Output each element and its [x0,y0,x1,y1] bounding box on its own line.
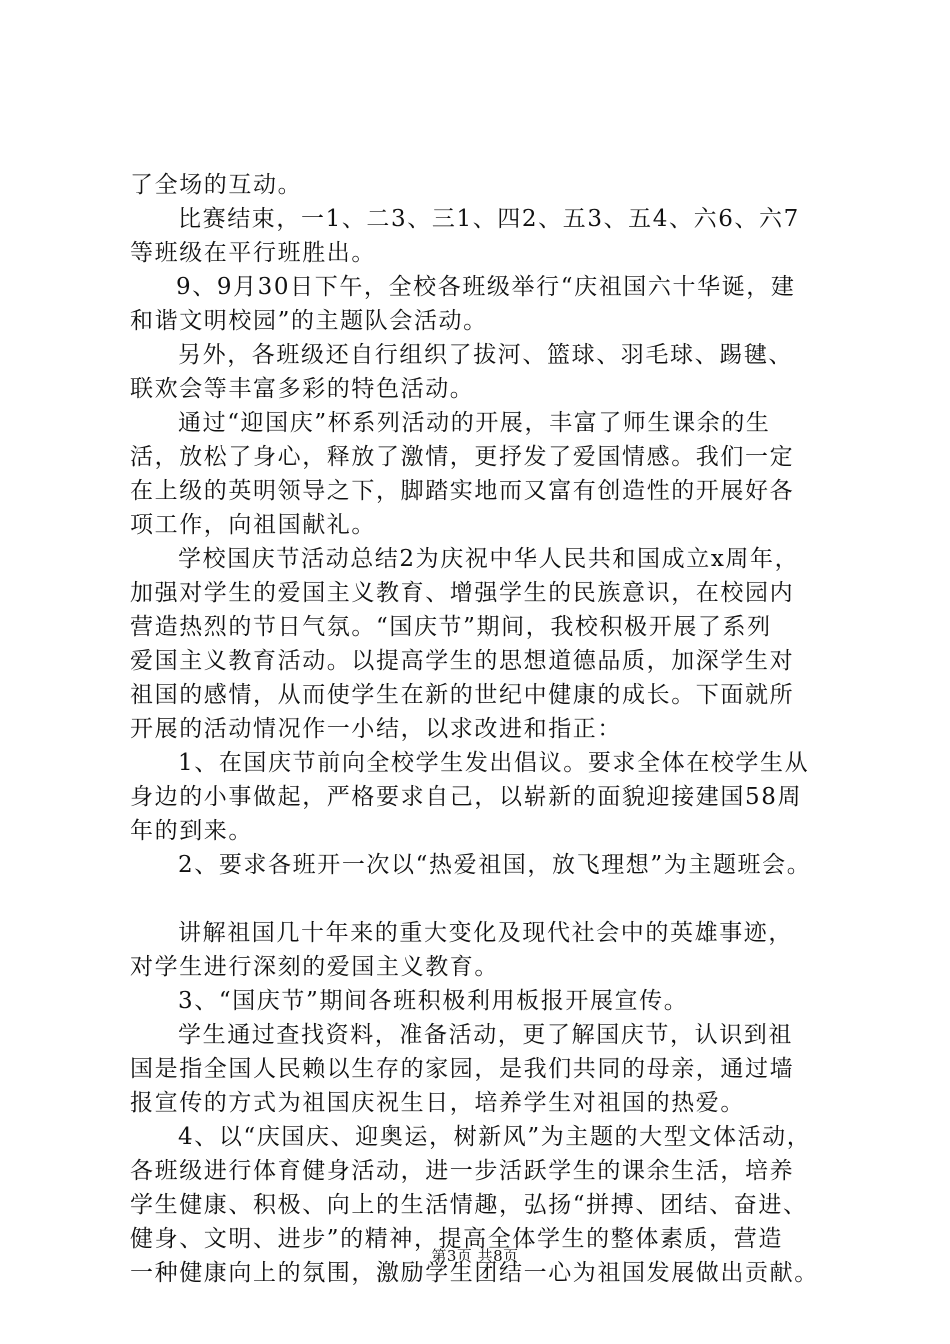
text-line: 项工作，向祖国献礼。 [130,512,376,538]
text-line: 联欢会等丰富多彩的特色活动。 [130,376,475,402]
text-line: 2、要求各班开一次以“热爱祖国，放飞理想”为主题班会。 [178,852,812,878]
document-body [130,168,850,1290]
text-line: 身边的小事做起，严格要求自己，以崭新的面貌迎接建国58周 [130,784,803,810]
text-line: 学校国庆节活动总结2为庆祝中华人民共和国成立x周年， [178,546,800,572]
text-line: 开展的活动情况作一小结，以求改进和指正： [130,716,622,742]
text-line: 了全场的互动。 [130,172,303,198]
text-line: 祖国的感情，从而使学生在新的世纪中健康的成长。下面就所 [130,682,795,708]
page-number-footer: 第3页 共8页 [431,1247,519,1265]
text-line: 健身、文明、进步”的精神，提高全体学生的整体素质，营造 [130,1226,783,1252]
text-line: 3、“国庆节”期间各班积极利用板报开展宣传。 [178,988,689,1014]
text-line: 学生健康、积极、向上的生活情趣，弘扬“拼搏、团结、奋进、 [130,1192,808,1218]
text-line: 和谐文明校园”的主题队会活动。 [130,308,488,334]
text-line: 另外，各班级还自行组织了拔河、篮球、羽毛球、踢毽、 [178,342,793,368]
text-line: 一种健康向上的氛围，激励学生团结一心为祖国发展做出贡献。 [130,1260,819,1286]
text-line: 爱国主义教育活动。以提高学生的思想道德品质，加深学生对 [130,648,795,674]
text-line: 报宣传的方式为祖国庆祝生日，培养学生对祖国的热爱。 [130,1090,745,1116]
text-line: 各班级进行体育健身活动，进一步活跃学生的课余生活，培养 [130,1158,795,1184]
text-line: 通过“迎国庆”杯系列活动的开展，丰富了师生课余的生 [178,410,771,436]
text-line: 4、以“庆国庆、迎奥运，树新风”为主题的大型文体活动， [178,1124,812,1150]
text-line: 讲解祖国几十年来的重大变化及现代社会中的英雄事迹， [178,920,793,946]
text-line: 年的到来。 [130,818,253,844]
text-line: 学生通过查找资料，准备活动，更了解国庆节，认识到祖 [178,1022,793,1048]
text-line: 加强对学生的爱国主义教育、增强学生的民族意识，在校园内 [130,580,795,606]
text-line: 国是指全国人民赖以生存的家园，是我们共同的母亲，通过墙 [130,1056,795,1082]
text-line: 活，放松了身心，释放了激情，更抒发了爱国情感。我们一定 [130,444,795,470]
text-line: 比赛结束，一1、二3、三1、四2、五3、五4、六6、六7 [178,206,800,232]
text-line: 营造热烈的节日气氛。“国庆节”期间，我校积极开展了系列 [130,614,772,640]
text-line: 1、在国庆节前向全校学生发出倡议。要求全体在校学生从 [178,750,810,776]
text-line: 对学生进行深刻的爱国主义教育。 [130,954,499,980]
text-line: 等班级在平行班胜出。 [130,240,376,266]
text-line: 在上级的英明领导之下，脚踏实地而又富有创造性的开展好各 [130,478,795,504]
text-line: 9、9月30日下午，全校各班级举行“庆祖国六十华诞，建 [176,274,796,300]
paragraph-gap [130,882,850,916]
